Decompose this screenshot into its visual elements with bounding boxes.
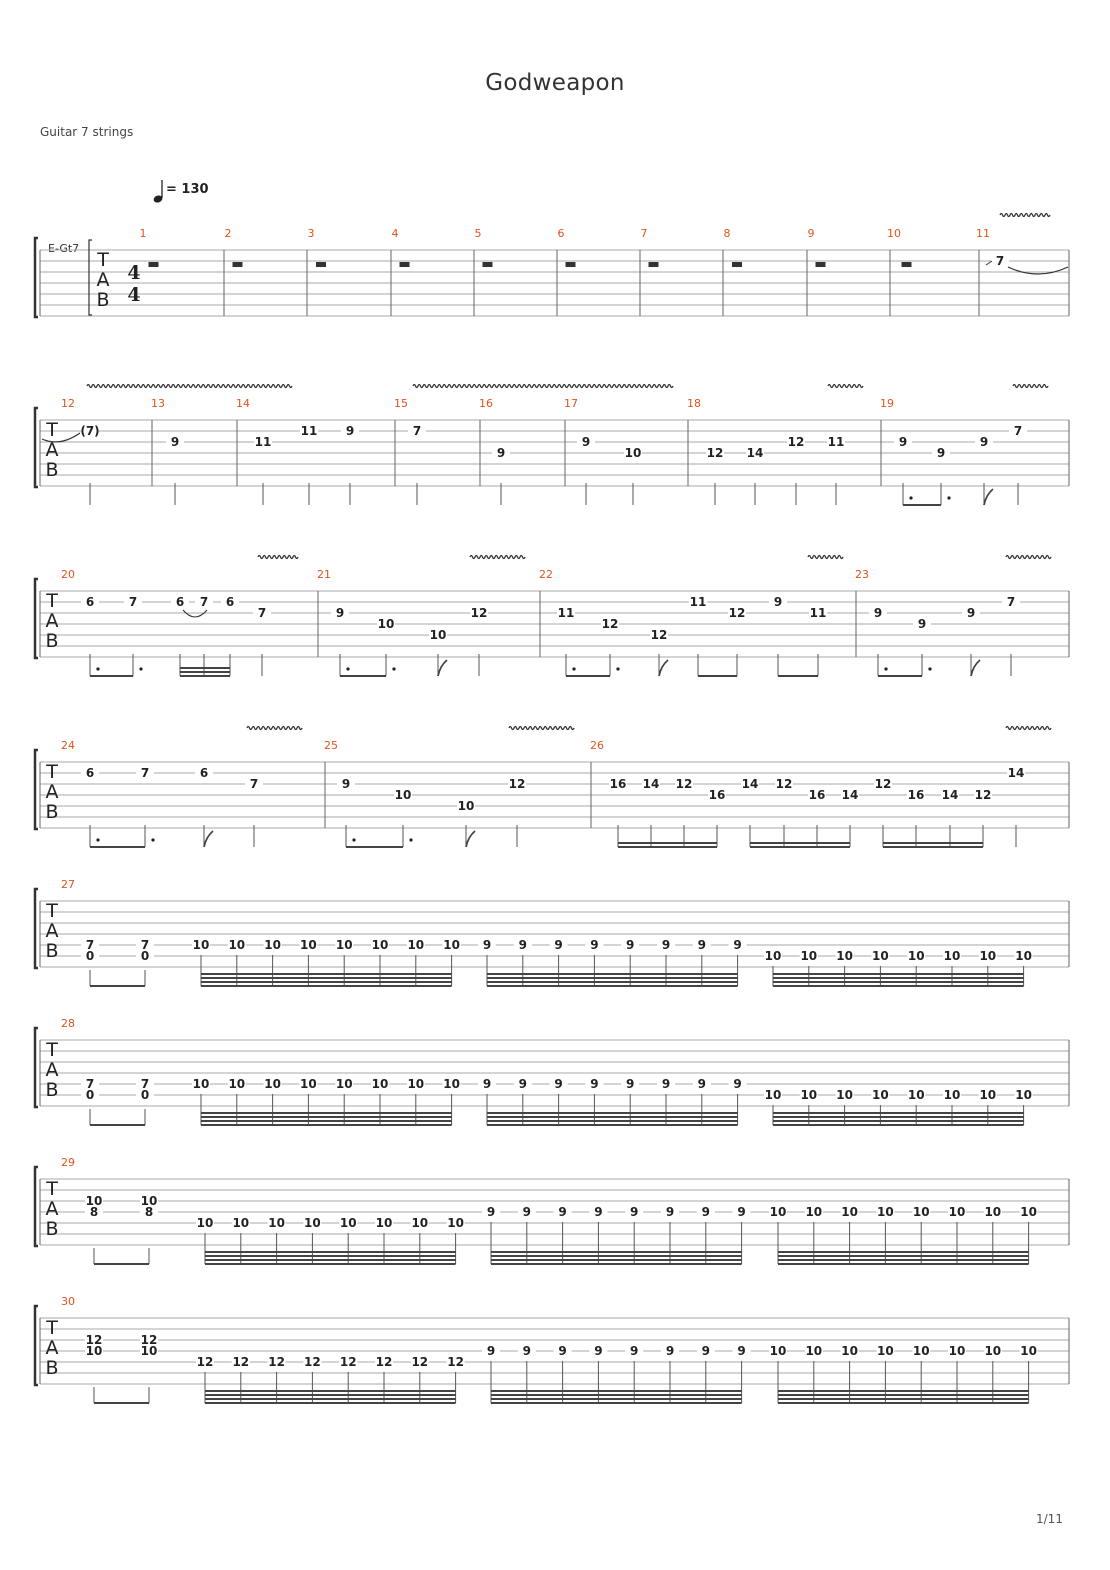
tab-clef-letter: B [45,459,59,481]
rest-icon [902,262,912,267]
dot-mark [96,667,99,670]
dot-mark [151,838,154,841]
fret-number: 9 [522,1344,531,1358]
vibrato-mark [1006,556,1051,559]
fret-number: 10 [984,1344,1002,1358]
vibrato-mark [1000,214,1050,217]
fret-number: 9 [554,1077,563,1091]
tie-arc [1008,267,1068,274]
measure-number: 25 [324,739,338,752]
fret-number: 12 [304,1355,321,1369]
measure-number: 6 [557,227,565,240]
fret-number: 9 [873,606,883,620]
vibrato-mark [87,385,292,388]
tab-clef-letter: T [46,590,58,612]
dot-mark [96,838,99,841]
rest-icon [816,262,826,267]
tab-clef-letter: B [45,1357,59,1379]
tab-clef-letter: A [45,1059,59,1081]
vibrato-mark [1013,385,1048,388]
fret-number: 9 [496,446,506,460]
tab-clef-letter: B [45,940,59,962]
fret-number: 9 [661,1077,671,1091]
system-bracket [35,750,38,829]
measure-number: 16 [479,397,493,410]
tab-clef-letter: T [46,761,58,783]
tab-clef-letter: A [45,439,59,461]
fret-number: 9 [590,938,599,952]
measure-number: 26 [590,739,604,752]
fret-number: 10 [228,938,246,952]
fret-number: 10 [800,949,818,963]
measure-number: 29 [61,1156,75,1169]
vibrato-mark [258,556,298,559]
fret-number: 12 [508,777,526,791]
fret-number: 11 [689,595,707,609]
tab-clef-letter: A [45,1337,59,1359]
fret-number: 10 [304,1216,321,1230]
fret-number: 10 [907,949,925,963]
fret-number: 10 [948,1205,966,1219]
fret-number: 10 [232,1216,250,1230]
fret-number: 10 [85,1344,103,1358]
fret-number: 10 [836,949,853,963]
note-flag [984,489,993,505]
fret-number: 9 [917,617,927,631]
fret-number: 12 [974,788,992,802]
fret-number: 9 [773,595,783,609]
measure-number: 8 [723,227,731,240]
tab-clef-letter: B [96,289,110,311]
fret-number: 12 [706,446,724,460]
tab-clef-letter: B [45,1218,59,1240]
fret-number: 9 [518,938,527,952]
system-bracket [35,579,38,658]
note-flag [659,660,668,676]
note-flag [438,660,447,676]
tab-clef-letter: T [97,249,109,271]
fret-number: 10 [912,1205,930,1219]
tab-clef-letter: A [96,269,110,291]
fret-number: 10 [805,1205,823,1219]
fret-number: 10 [375,1216,393,1230]
fret-number: 9 [966,606,976,620]
fret-number: 9 [581,435,591,449]
fret-number: 16 [907,788,925,802]
fret-number: 10 [1015,949,1032,963]
fret-number: 10 [140,1194,158,1208]
measure-number: 27 [61,878,75,891]
rest-icon [400,262,410,267]
fret-number: 9 [701,1344,710,1358]
vibrato-mark [808,556,843,559]
fret-number: 9 [697,938,706,952]
dot-mark [346,667,349,670]
fret-number: 10 [907,1088,925,1102]
system-bracket [35,889,38,968]
measure-number: 10 [887,227,901,240]
fret-number: 7 [1013,424,1023,438]
fret-number: 7 [85,1077,95,1091]
fret-number: 10 [979,949,997,963]
fret-number: 8 [89,1205,99,1219]
fret-number: 10 [872,1088,889,1102]
tab-clef-letter: T [46,900,58,922]
fret-number: 10 [268,1216,285,1230]
system-bracket [35,408,38,487]
fret-number: 9 [697,1077,706,1091]
dot-mark [392,667,395,670]
tab-clef-letter: B [45,630,59,652]
fret-number: 7 [128,595,138,609]
fret-number: 9 [594,1344,603,1358]
fret-number: 10 [411,1216,429,1230]
fret-number: 10 [943,1088,961,1102]
vibrato-mark [470,556,525,559]
measure-number: 14 [236,397,250,410]
system-bracket [35,1167,38,1246]
vibrato-mark [413,385,673,388]
fret-number: 9 [486,1205,496,1219]
fret-number: 12 [675,777,693,791]
fret-number: 10 [841,1344,858,1358]
dot-mark [139,667,142,670]
rest-icon [149,262,159,267]
fret-number: 9 [558,1205,567,1219]
tempo-marking: = 130 [166,182,209,197]
fret-number: 10 [457,799,475,813]
fret-number: 7 [140,1077,150,1091]
fret-number: 7 [140,766,150,780]
tab-clef-letter: T [46,1039,58,1061]
fret-number: 9 [936,446,946,460]
measure-number: 2 [224,227,232,240]
fret-number: 10 [300,938,317,952]
fret-number: 10 [877,1205,894,1219]
fret-number: 9 [558,1344,567,1358]
rest-icon [649,262,659,267]
rest-icon [316,262,326,267]
fret-number: 9 [661,938,671,952]
fret-number: 10 [192,938,210,952]
fret-number: 10 [196,1216,214,1230]
fret-number: 6 [175,595,185,609]
dot-mark [947,496,950,499]
fret-number: 12 [85,1333,103,1347]
measure-number: 7 [640,227,648,240]
fret-number: 10 [872,949,889,963]
fret-number: 10 [371,1077,389,1091]
fret-number: 0 [140,1088,150,1102]
fret-number: 10 [264,938,281,952]
fret-number: 12 [411,1355,429,1369]
fret-number: 9 [341,777,351,791]
dot-mark [616,667,619,670]
fret-number: 12 [447,1355,464,1369]
fret-number: 9 [335,606,345,620]
time-signature-top: 4 [127,262,141,284]
fret-number: 12 [601,617,619,631]
fret-number: 14 [642,777,660,791]
fret-number: 10 [836,1088,853,1102]
fret-number: 9 [482,938,492,952]
fret-number: 12 [775,777,793,791]
fret-number: 9 [630,1205,639,1219]
fret-number: 9 [482,1077,492,1091]
vibrato-mark [828,385,863,388]
fret-number: 9 [733,938,742,952]
rest-icon [732,262,742,267]
rest-icon [566,262,576,267]
measure-number: 3 [307,227,315,240]
fret-number: 7 [85,938,95,952]
measure-number: 1 [139,227,147,240]
measure-number: 15 [394,397,408,410]
dot-mark [409,838,412,841]
measure-number: 5 [474,227,482,240]
fret-number: 7 [412,424,422,438]
fret-number: 16 [609,777,627,791]
fret-number: 9 [737,1344,746,1358]
fret-number: 10 [407,938,425,952]
fret-number: 12 [140,1333,158,1347]
instrument-label: Guitar 7 strings [40,125,134,139]
measure-number: 13 [151,397,165,410]
fret-number: 10 [85,1194,103,1208]
note-flag [204,831,213,847]
measure-number: 22 [539,568,553,581]
note-flag [971,660,980,676]
tab-clef-letter: B [45,1079,59,1101]
fret-number: 10 [339,1216,357,1230]
fret-number: 12 [650,628,668,642]
fret-number: 7 [249,777,259,791]
tab-clef-letter: B [45,801,59,823]
fret-number: 10 [335,938,353,952]
measure-number: 23 [855,568,869,581]
fret-number: 0 [85,1088,95,1102]
fret-number: 9 [737,1205,746,1219]
fret-number: 9 [626,1077,635,1091]
fret-number: 6 [225,595,235,609]
measure-number: 21 [317,568,331,581]
rest-icon [483,262,493,267]
vibrato-mark [509,727,574,730]
fret-number: 12 [339,1355,357,1369]
measure-number: 28 [61,1017,75,1030]
fret-number: 9 [979,435,989,449]
measure-number: 20 [61,568,75,581]
fret-number: 9 [701,1205,710,1219]
fret-number: 7 [257,606,267,620]
track-label: E-Gt7 [48,242,80,255]
dot-mark [352,838,355,841]
tab-clef-letter: A [45,920,59,942]
fret-number: 9 [170,435,180,449]
fret-number: 9 [630,1344,639,1358]
fret-number: 12 [196,1355,214,1369]
fret-number: 9 [665,1344,675,1358]
measure-number: 9 [807,227,815,240]
fret-number: 12 [470,606,488,620]
system-bracket [35,238,38,317]
fret-number: 8 [144,1205,154,1219]
fret-number: 0 [85,949,95,963]
fret-number: 10 [764,1088,782,1102]
fret-number: 6 [85,766,95,780]
time-signature-bottom: 4 [127,284,141,306]
fret-number: 9 [733,1077,742,1091]
fret-number: 12 [232,1355,250,1369]
fret-number: 14 [746,446,764,460]
fret-number: 10 [948,1344,966,1358]
fret-number: 10 [984,1205,1002,1219]
vibrato-mark [247,727,302,730]
fret-number: 6 [85,595,95,609]
fret-number: 7 [199,595,209,609]
fret-number: 9 [518,1077,527,1091]
fret-number: 12 [787,435,805,449]
measure-number: 30 [61,1295,75,1308]
staff-bracket [89,240,92,315]
fret-number: 10 [264,1077,281,1091]
fret-number: 11 [827,435,845,449]
tab-clef-letter: T [46,1178,58,1200]
fret-number: 10 [805,1344,823,1358]
fret-number: 9 [486,1344,496,1358]
fret-number: 7 [1006,595,1016,609]
fret-number: 10 [1020,1205,1037,1219]
fret-number: (7) [80,424,100,438]
fret-number: 10 [443,1077,460,1091]
dot-mark [909,496,912,499]
fret-number: 11 [557,606,575,620]
vibrato-mark [1006,727,1051,730]
tab-clef-letter: T [46,419,58,441]
note-flag [466,831,475,847]
fret-number: 9 [345,424,355,438]
fret-number: 10 [769,1205,787,1219]
dot-mark [572,667,575,670]
fret-number: 11 [809,606,827,620]
fret-number: 9 [665,1205,675,1219]
tab-clef-letter: A [45,781,59,803]
fret-number: 14 [1007,766,1025,780]
fret-number: 9 [898,435,908,449]
fret-number: 11 [254,435,272,449]
fret-number: 10 [228,1077,246,1091]
fret-number: 10 [394,788,412,802]
fret-number: 9 [626,938,635,952]
tab-clef-letter: A [45,610,59,632]
song-title: Godweapon [485,70,625,96]
fret-number: 10 [192,1077,210,1091]
page-number: 1/11 [1036,1512,1063,1526]
fret-number: 10 [1015,1088,1032,1102]
fret-number: 7 [995,254,1005,268]
fret-number: 10 [800,1088,818,1102]
tab-clef-letter: A [45,1198,59,1220]
measure-number: 17 [564,397,578,410]
fret-number: 9 [594,1205,603,1219]
fret-number: 9 [590,1077,599,1091]
fret-number: 12 [874,777,892,791]
fret-number: 6 [199,766,209,780]
measure-number: 11 [976,227,990,240]
measure-number: 24 [61,739,75,752]
fret-number: 0 [140,949,150,963]
dot-mark [884,667,887,670]
fret-number: 10 [140,1344,158,1358]
fret-number: 10 [912,1344,930,1358]
tab-clef-letter: T [46,1317,58,1339]
fret-number: 10 [769,1344,787,1358]
fret-number: 9 [522,1205,531,1219]
fret-number: 10 [371,938,389,952]
dot-mark [928,667,931,670]
measure-number: 12 [61,397,75,410]
fret-number: 14 [741,777,759,791]
measure-number: 19 [880,397,894,410]
fret-number: 10 [979,1088,997,1102]
rest-icon [233,262,243,267]
fret-number: 9 [554,938,563,952]
fret-number: 10 [443,938,460,952]
fret-number: 14 [841,788,859,802]
fret-number: 11 [300,424,318,438]
fret-number: 7 [140,938,150,952]
fret-number: 12 [728,606,746,620]
fret-number: 10 [841,1205,858,1219]
fret-number: 12 [375,1355,393,1369]
fret-number: 10 [407,1077,425,1091]
fret-number: 10 [764,949,782,963]
measure-number: 18 [687,397,701,410]
fret-number: 10 [300,1077,317,1091]
fret-number: 14 [941,788,959,802]
fret-number: 10 [377,617,395,631]
fret-number: 10 [1020,1344,1037,1358]
fret-number: 12 [268,1355,285,1369]
fret-number: 10 [335,1077,353,1091]
fret-number: 16 [708,788,726,802]
fret-number: 10 [877,1344,894,1358]
system-bracket [35,1306,38,1385]
fret-number: 10 [429,628,447,642]
fret-number: 16 [808,788,826,802]
measure-number: 4 [391,227,399,240]
system-bracket [35,1028,38,1107]
fret-number: 10 [447,1216,464,1230]
fret-number: 10 [624,446,642,460]
fret-number: 10 [943,949,961,963]
